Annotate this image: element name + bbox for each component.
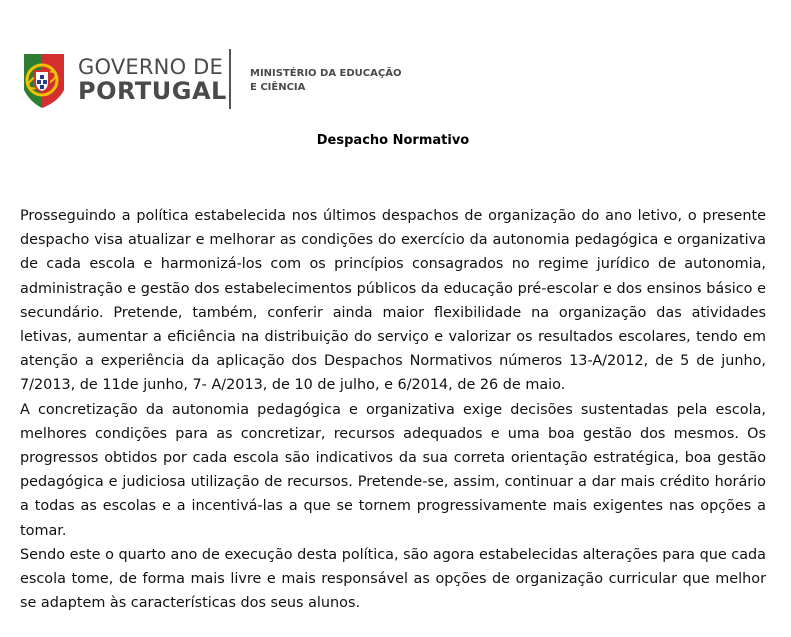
ministry-name-line2: E CIÊNCIA — [250, 82, 306, 93]
ministry-name-line1: MINISTÉRIO DA EDUCAÇÃO — [250, 68, 402, 79]
document-body — [20, 204, 766, 615]
ministry-name — [250, 67, 401, 95]
government-logotype — [78, 57, 227, 103]
body-paragraph-1: Prosseguindo a política estabelecida nos últimos despachos de organização do ano letivo, o presente despacho visa atualizar e melhorar as condições do exercício da autonomia pedagógica e organizativa de cada escola e harmonizá-los com os princípios consagrados no regime jurídico de autonomia, administração e gestão dos estabelecimentos públicos da educação pré-escolar e dos ensinos básico e secundário. Pretende, também, conferir ainda maior flexibilidade na organização das atividades letivas, aumentar a eficiência na distribuição do serviço e valorizar os resultados escolares, tendo em atenção a experiência da aplicação dos Despachos Normativos números 13-A/2012, de 5 de junho, 7/2013, de 11de junho, 7- A/2013, de 10 de julho, e 6/2014, de 26 de maio. — [20, 208, 766, 394]
government-logotype-line1: GOVERNO DE — [78, 55, 224, 79]
header-divider — [229, 49, 231, 109]
government-logotype-line2: PORTUGAL — [78, 77, 227, 105]
portugal-coat-of-arms-icon — [22, 50, 66, 110]
body-paragraph-2: A concretização da autonomia pedagógica e organizativa exige decisões sustentadas pela escola, melhores condições para as concretizar, recursos adequados e uma boa gestão dos mesmos. Os progressos obtidos por cada escola são indicativos da sua correta orientação estratégica, boa gestão pedagógica e judiciosa utilização de recursos. Pretende-se, assim, continuar a dar mais crédito horário a todas as escolas e a incentivá-las a que se tornem progressivamente mais exigentes nas opções a tomar. — [20, 401, 766, 539]
document-title: Despacho Normativo — [316, 133, 470, 148]
document-header — [22, 47, 442, 111]
body-paragraph-3: Sendo este o quarto ano de execução desta política, são agora estabelecidas alterações para que cada escola tome, de forma mais livre e mais responsável as opções de organização curricular que melhor se adaptem às características dos seus alunos. — [20, 546, 766, 612]
